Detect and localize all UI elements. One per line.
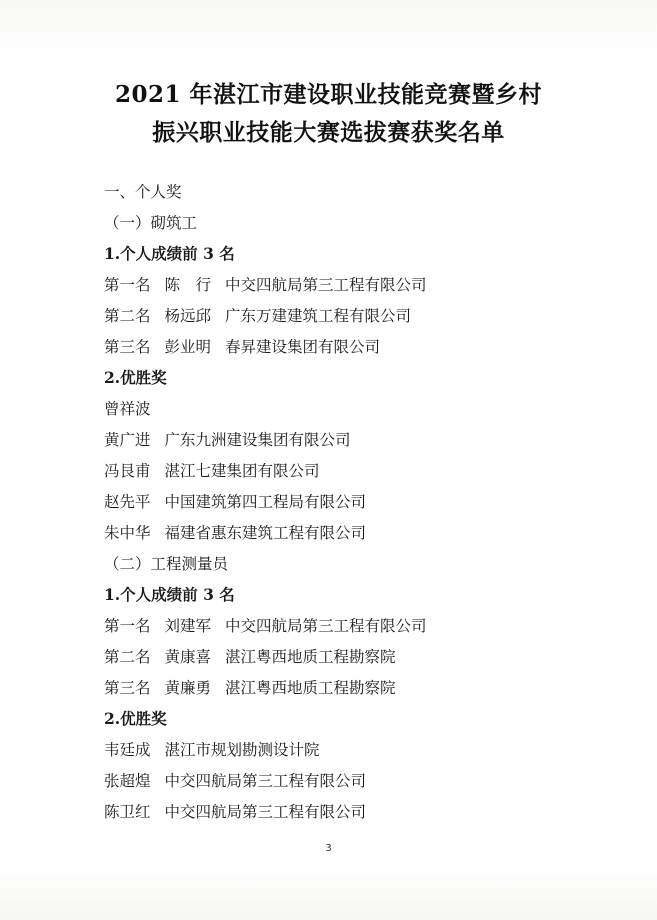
winner-organization: 中国建筑第四工程局有限公司 (164, 493, 367, 511)
winner-organization: 中交四航局第三工程有限公司 (164, 772, 367, 790)
winner-name: 黄广进 (104, 431, 151, 449)
winner-name: 张超煌 (104, 772, 151, 790)
excellence-row (104, 459, 320, 481)
award-row (104, 614, 427, 636)
winner-organization: 广东九洲建设集团有限公司 (164, 431, 351, 449)
excellence-row (104, 738, 320, 760)
excellence-row (104, 521, 366, 543)
document-title-line-1: 2021 年湛江市建设职业技能竞赛暨乡村 (114, 81, 543, 108)
excellence-row (104, 769, 366, 791)
award-rank: 第二名 (104, 307, 151, 325)
winner-organization: 湛江市规划勘测设计院 (164, 741, 320, 759)
winner-organization: 湛江粤西地质工程勘察院 (225, 648, 396, 666)
award-rank: 第二名 (104, 648, 151, 666)
top3-heading: 1.个人成绩前 3 名 (104, 244, 235, 263)
award-row (104, 645, 396, 667)
winner-name: 彭业明 (164, 338, 212, 356)
document-title-line-2: 振兴职业技能大赛选拔赛获奖名单 (152, 119, 505, 146)
excellence-award-heading: 2.优胜奖 (104, 368, 167, 387)
winner-name: 曾祥波 (104, 400, 151, 418)
winner-organization: 广东万建建筑工程有限公司 (225, 307, 412, 325)
winner-name: 朱中华 (104, 524, 151, 542)
winner-name: 陈 行 (164, 276, 212, 294)
top3-heading: 1.个人成绩前 3 名 (104, 585, 235, 604)
excellence-award-heading: 2.优胜奖 (104, 709, 167, 728)
excellence-row (104, 490, 366, 512)
category-heading-bricklayer: （一）砌筑工 (104, 214, 198, 232)
award-row (104, 304, 411, 326)
winner-organization: 中交四航局第三工程有限公司 (225, 617, 427, 635)
winner-name: 冯艮甫 (104, 462, 151, 480)
winner-organization: 春昇建设集团有限公司 (225, 338, 381, 356)
award-row (104, 676, 396, 698)
winner-name: 杨远邱 (164, 307, 212, 325)
winner-name: 刘建军 (164, 617, 212, 635)
winner-name: 陈卫红 (104, 803, 151, 821)
section-heading-individual-award: 一、个人奖 (104, 183, 182, 201)
excellence-row (104, 397, 151, 419)
winner-organization: 湛江七建集团有限公司 (164, 462, 320, 480)
award-rank: 第一名 (104, 276, 151, 294)
category-heading-surveyor: （二）工程测量员 (104, 555, 229, 573)
award-row (104, 335, 380, 357)
award-rank: 第三名 (104, 338, 151, 356)
winner-organization: 福建省惠东建筑工程有限公司 (164, 524, 367, 542)
winner-organization: 中交四航局第三工程有限公司 (225, 276, 427, 294)
winner-name: 黄廉勇 (164, 679, 212, 697)
winner-name: 赵先平 (104, 493, 151, 511)
winner-name: 韦廷成 (104, 741, 151, 759)
winner-name: 黄康喜 (164, 648, 212, 666)
award-rank: 第三名 (104, 679, 151, 697)
excellence-row (104, 800, 366, 822)
award-row (104, 273, 427, 295)
excellence-row (104, 428, 351, 450)
winner-organization: 中交四航局第三工程有限公司 (164, 803, 367, 821)
award-rank: 第一名 (104, 617, 151, 635)
page-number: 3 (325, 843, 332, 854)
winner-organization: 湛江粤西地质工程勘察院 (225, 679, 396, 697)
